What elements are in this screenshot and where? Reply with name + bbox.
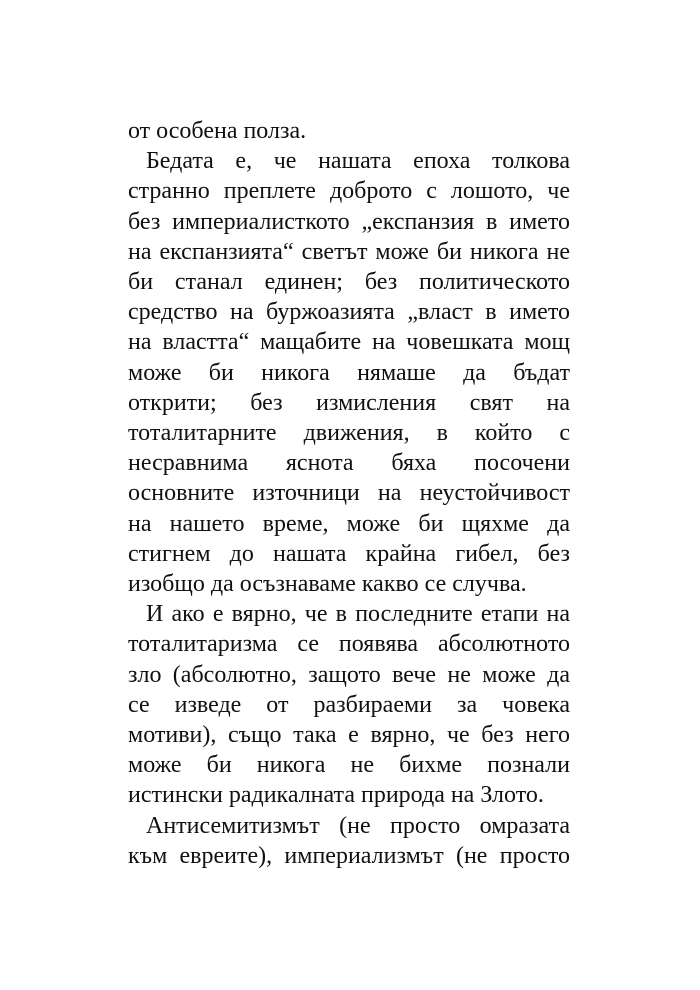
text-line: се изведе от разбираеми за човека (128, 691, 570, 718)
text-line: Антисемитизмът (не просто омразата (146, 812, 570, 839)
text-line: от особена полза. (128, 118, 307, 144)
text-line: без империалисткото „експанзия в името (128, 208, 570, 235)
text-line: основните източници на неустойчивост (128, 480, 570, 507)
text-line: на властта“ мащабите на човешката мощ (128, 329, 570, 356)
text-line: открити; без измисления свят на (128, 389, 570, 416)
text-line: странно преплете доброто с лошото, че (128, 178, 570, 205)
text-line: Бедата е, че нашата епоха толкова (146, 148, 570, 175)
text-line: изобщо да осъзнаваме какво се случва. (128, 571, 527, 598)
text-line: на експанзията“ светът може би никога не (128, 238, 570, 265)
paragraph-2 (128, 146, 570, 599)
text-line: към евреите), империализмът (не просто (128, 842, 570, 869)
paragraph-1 (128, 116, 570, 146)
text-line: средство на буржоазията „власт в името (128, 299, 570, 326)
text-line: зло (абсолютно, защото вече не може да (128, 661, 570, 688)
text-line: може би никога нямаше да бъдат (128, 359, 570, 386)
text-line: би станал единен; без политическото (128, 269, 570, 296)
text-line: тоталитарните движения, в който с (128, 420, 570, 447)
text-line: мотиви), също така е вярно, че без него (128, 722, 570, 749)
text-line: И ако е вярно, че в последните етапи на (146, 601, 570, 628)
text-line: несравнима яснота бяха посочени (128, 450, 570, 477)
body-text (128, 116, 570, 871)
text-line: може би никога не бихме познали (128, 752, 570, 779)
text-line: тоталитаризма се появява абсолютното (128, 631, 570, 658)
paragraph-4 (128, 811, 570, 871)
text-line: истински радикалната природа на Злото. (128, 782, 544, 809)
text-line: на нашето време, може би щяхме да (128, 510, 570, 537)
paragraph-3 (128, 599, 570, 810)
text-line: стигнем до нашата крайна гибел, без (128, 540, 570, 567)
